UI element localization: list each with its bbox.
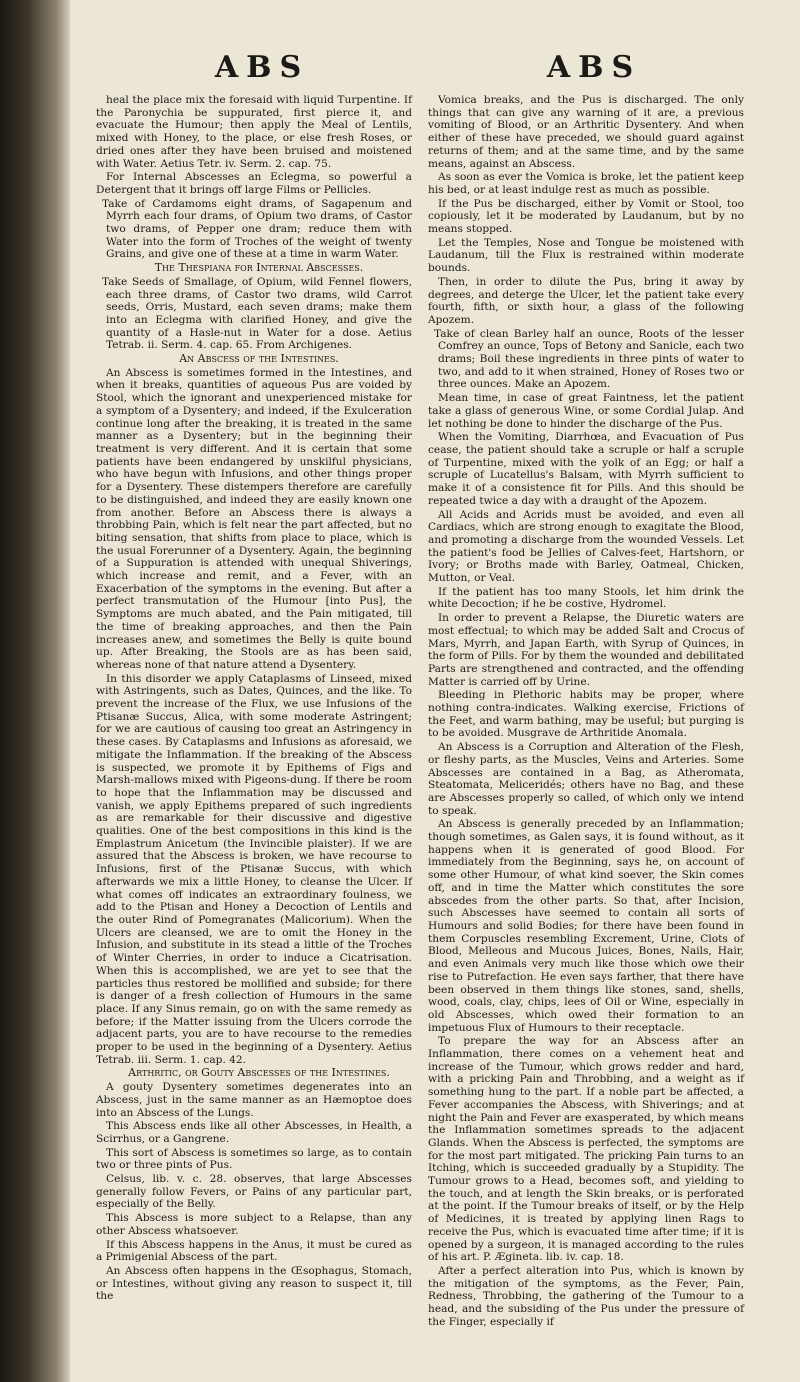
- book-spine-shadow: [0, 0, 70, 1382]
- paragraph: This sort of Abscess is sometimes so large, as to contain two or three pints of Pus.: [96, 1146, 412, 1172]
- paragraph: An Abscess is generally preceded by an Inflammation; though sometimes, as Galen says, it is found without, as it happens when it is generated of good Blood. For immediately from the Beginning, says he, on account of some other Humour, of what kind soever, the Skin comes off, and in time the Matter which constitutes the sore abscedes from the other parts. So that, after Incision, such Abscesses have seemed to contain all sorts of Humours and solid Bodies; for there have been found in them Corpuscles resembling Excrement, Urine, Clots of Blood, Melleous and Mucous Juices, Bones, Nails, Hair, and even Animals very much like those which owe their rise to Putrefaction. He even says farther, that there have been observed in them things like stones, sand, shells, wood, coals, clay, chips, lees of Oil or Wine, especially in old Abscesses, which owed their formation to an impetuous Flux of Humours to their receptacle.: [428, 818, 744, 1034]
- paragraph: If the patient has too many Stools, let him drink the white Decoction; if he be costive, Hydromel.: [428, 585, 744, 611]
- paragraph: Arthritic, or Gouty Abscesses of the Intestines.: [128, 1066, 390, 1080]
- right-column: [428, 94, 744, 1330]
- left-column: [96, 94, 412, 1330]
- paragraph: For Internal Abscesses an Eclegma, so powerful a Detergent that it brings off large Films or Pellicles.: [96, 171, 412, 196]
- paragraph: An Abscess of the Intestines.: [179, 352, 339, 366]
- paragraph: As soon as ever the Vomica is broke, let the patient keep his bed, or at least indulge rest as much as possible.: [428, 171, 744, 196]
- paragraph: In this disorder we apply Cataplasms of Linseed, mixed with Astringents, such as Dates, Quinces, and the like. To prevent the increase of the Flux, we use Infusions of the Ptisanæ Succus, Alica, with some moderate Astringent; for we are cautious of causing too great an Astringency in these cases. By Cataplasms and Infusions as aforesaid, we mitigate the Inflammation. If the breaking of the Abscess is suspected, we promote it by Epithems of Figs and Marsh-mallows mixed with Pigeons-dung. If there be room to hope that the Inflammation may be discussed and vanish, we apply Epithems prepared of such ingredients as are remarkable for their discussive and digestive qualities. One of the best compositions in this kind is the Emplastrum Anicetum (the Invincible plaister). If we are assured that the Abscess is broken, we have recourse to Infusions, first of the Ptisanæ Succus, with which afterwards we mix a little Honey, to cleanse the Ulcer. If what comes off indicates an extraordinary foulness, we add to the Ptisan and Honey a Decoction of Lentils and the outer Rind of Pomegranates (Malicorium). When the Ulcers are cleansed, we are to omit the Honey in the Infusion, and substitute in its stead a little of the Troches of Winter Cherries, in order to induce a Cicatrisation. When this is accomplished, we are yet to see that the particles thus restored be mollified and subside; for there is danger of a fresh collection of Humours in the same place. If any Sinus remain, go on with the same remedy as before; if the Matter issuing from the Ulcers corrode the adjacent parts, you are to have recourse to the remedies proper to be used in the beginning of a Dysentery. Aetius Tetrab. iii. Serm. 1. cap. 42.: [96, 672, 412, 1066]
- paragraph: Take of Cardamoms eight drams, of Sagapenum and Myrrh each four drams, of Opium two drams, of Castor two drams, of Pepper one dram; reduce them with Water into the form of Troches of the weight of twenty Grains, and give one of these at a time in warm Water.: [102, 197, 412, 261]
- paragraph: If this Abscess happens in the Anus, it must be cured as a Primigenial Abscess of the part.: [96, 1238, 412, 1264]
- paragraph: An Abscess often happens in the Œsophagus, Stomach, or Intestines, without giving any reason to suspect it, till the: [96, 1264, 412, 1303]
- paragraph: In order to prevent a Relapse, the Diuretic waters are most effectual; to which may be added Salt and Crocus of Mars, Myrrh, and Japan Earth, with Syrup of Quinces, in the form of Pills. For by them the wounded and debilitated Parts are strengthened and contracted, and the offending Matter is carried off by Urine.: [428, 612, 744, 688]
- paragraph: Let the Temples, Nose and Tongue be moistened with Laudanum, till the Flux is restrained within moderate bounds.: [428, 236, 744, 275]
- text-columns: [96, 94, 760, 1330]
- paragraph: To prepare the way for an Abscess after an Inflammation, there comes on a vehement heat and increase of the Tumour, which grows redder and hard, with a pricking Pain and Throbbing, and a weight as if something hung to the part. If a noble part be affected, a Fever accompanies the Abscess, with Shiverings; and at night the Pain and Fever are exasperated, by which means the Inflammation sometimes spreads to the adjacent Glands. When the Abscess is perfected, the symptoms are for the most part mitigated. The pricking Pain turns to an Itching, which is succeeded gradually by a Stupidity. The Tumour grows to a Head, becomes soft, and yielding to the touch, and at length the Skin breaks, or is perforated at the point. If the Tumour breaks of itself, or by the Help of Medicines, it is treated by applying linen Rags to receive the Pus, which is evacuated time after time; if it is opened by a surgeon, it is managed according to the rules of his art. P. Ægineta. lib. iv. cap. 18.: [428, 1035, 744, 1264]
- paragraph: An Abscess is sometimes formed in the Intestines, and when it breaks, quantities of aqueous Pus are voided by Stool, which the ignorant and unexperienced mistake for a symptom of a Dysentery; and indeed, if the Exulceration continue long after the breaking, it is treated in the same manner as a Dysentery; but in the beginning their treatment is very different. And it is certain that some patients have been endangered by unskilful physicians, who have begun with Infusions, and other things proper for a Dysentery. These distempers therefore are carefully to be distinguished, and indeed they are easily known one from another. Before an Abscess there is always a throbbing Pain, which is felt near the part affected, but no biting sensation, that shifts from place to place, which is the usual Forerunner of a Dysentery. Again, the beginning of a Suppuration is attended with unequal Shiverings, which increase and remit, and a Fever, with an Exacerbation of the symptoms in the evening. But after a perfect transmutation of the Humour [into Pus], the Symptoms are much abated, and the Pain mitigated, till the time of breaking approaches, and then the Pain increases anew, and sometimes the Belly is quite bound up. After Breaking, the Stools are as has been said, whereas none of that nature attend a Dysentery.: [96, 366, 412, 671]
- paragraph: Take Seeds of Smallage, of Opium, wild Fennel flowers, each three drams, of Castor two drams, wild Carrot seeds, Orris, Mustard, each seven drams; make them into an Eclegma with clarified Honey, and give the quantity of a Hasle-nut in Water for a dose. Aetius Tetrab. ii. Serm. 4. cap. 65. From Archigenes.: [102, 275, 412, 352]
- paragraph: Bleeding in Plethoric habits may be proper, where nothing contra-indicates. Walking exercise, Frictions of the Feet, and warm bathing, may be useful; but purging is to be avoided. Musgrave de Arthritide Anomala.: [428, 689, 744, 740]
- paragraph: When the Vomiting, Diarrhœa, and Evacuation of Pus cease, the patient should take a scruple or half a scruple of Turpentine, mixed with the yolk of an Egg; or half a scruple of Lucatellus's Balsam, with Myrrh sufficient to make it of a consistence fit for Pills. And this should be repeated twice a day with a draught of the Apozem.: [428, 431, 744, 507]
- paragraph: After a perfect alteration into Pus, which is known by the mitigation of the symptoms, as the Fever, Pain, Redness, Throbbing, the gathering of the Tumour to a head, and the subsiding of the Pus under the pressure of the Finger, especially if: [428, 1264, 744, 1328]
- paragraph: Mean time, in case of great Faintness, let the patient take a glass of generous Wine, or some Cordial Julap. And let nothing be done to hinder the discharge of the Pus.: [428, 392, 744, 430]
- paragraph: This Abscess ends like all other Abscesses, in Health, a Scirrhus, or a Gangrene.: [96, 1120, 412, 1145]
- paragraph: Take of clean Barley half an ounce, Roots of the lesser Comfrey an ounce, Tops of Betony and Sanicle, each two drams; Boil these ingredients in three pints of water to two, and add to it when strained, Honey of Roses two or three ounces. Make an Apozem.: [434, 327, 744, 391]
- paragraph: The Thespiana for Internal Abscesses.: [154, 261, 364, 275]
- paragraph: heal the place mix the foresaid with liquid Turpentine. If the Paronychia be suppurated, first pierce it, and evacuate the Humour; then apply the Meal of Lentils, mixed with Honey, to the place, or else fresh Roses, or dried ones after they have been bruised and moistened with Water. Aetius Tetr. iv. Serm. 2. cap. 75.: [96, 94, 412, 170]
- paragraph: An Abscess is a Corruption and Alteration of the Flesh, or fleshy parts, as the Muscles, Veins and Arteries. Some Abscesses are contained in a Bag, as Atheromata, Steatomata, Meliceridés; others have no Bag, and these are Abscesses properly so called, of which only we intend to speak.: [428, 741, 744, 817]
- running-head-right: ABS: [546, 50, 642, 85]
- paragraph: Vomica breaks, and the Pus is discharged. The only things that can give any warning of it are, a previous vomiting of Blood, or an Arthritic Dysentery. And when either of these have preceded, we should guard against returns of them; and at the same time, and by the same means, against an Abscess.: [428, 94, 744, 170]
- running-head-left: ABS: [214, 50, 310, 85]
- paragraph: Then, in order to dilute the Pus, bring it away by degrees, and deterge the Ulcer, let the patient take every fourth, fifth, or sixth hour, a glass of the following Apozem.: [428, 275, 744, 326]
- paragraph: A gouty Dysentery sometimes degenerates into an Abscess, just in the same manner as an Hæmoptoe does into an Abscess of the Lungs.: [96, 1081, 412, 1119]
- paragraph: This Abscess is more subject to a Relapse, than any other Abscess whatsoever.: [96, 1212, 412, 1237]
- paragraph: All Acids and Acrids must be avoided, and even all Cardiacs, which are strong enough to exagitate the Blood, and promoting a discharge from the wounded Vessels. Let the patient's food be Jellies of Calves-feet, Hartshorn, or Ivory; or Broths made with Barley, Oatmeal, Chicken, Mutton, or Veal.: [428, 508, 744, 585]
- paragraph: Celsus, lib. v. c. 28. observes, that large Abscesses generally follow Fevers, or Pains of any particular part, especially of the Belly.: [96, 1173, 412, 1211]
- running-heads: [96, 50, 760, 94]
- paragraph: If the Pus be discharged, either by Vomit or Stool, too copiously, let it be moderated by Laudanum, but by no means stopped.: [428, 197, 744, 236]
